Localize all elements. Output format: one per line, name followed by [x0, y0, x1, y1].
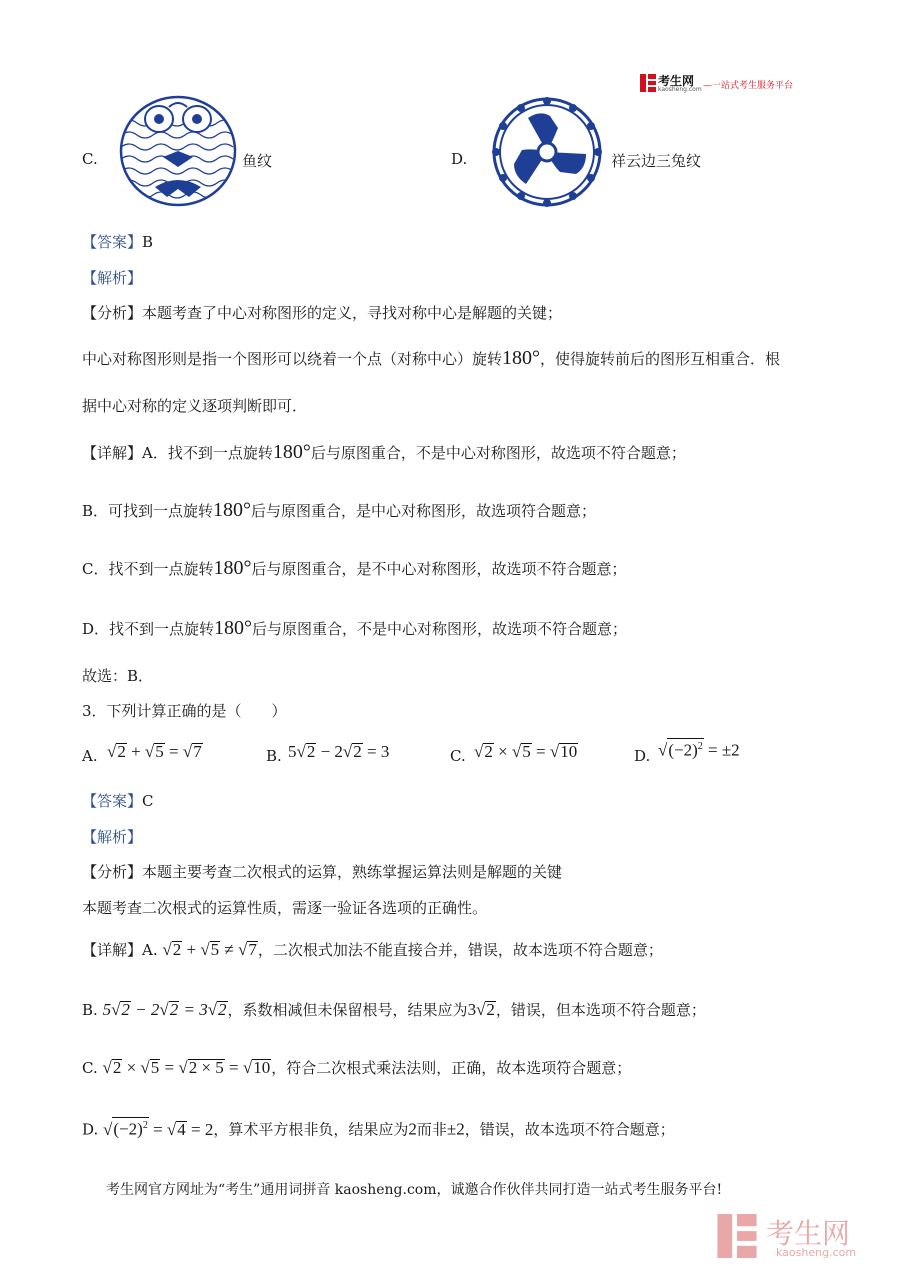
logo-subtext: kaosheng.com [658, 86, 702, 93]
q3-answer-value: C [142, 792, 154, 810]
option-d-caption: 祥云边三兔纹 [611, 152, 702, 170]
q2-conclusion: 故选：B． [82, 667, 154, 685]
q2-definition-line2: 据中心对称的定义逐项判断即可． [82, 397, 308, 415]
answer-label: 【答案】 [82, 233, 143, 251]
fenxi-text: 本题考查了中心对称图形的定义，寻找对称中心是解题的关键； [142, 304, 563, 322]
q3-stem: 3．下列计算正确的是（ ） [82, 702, 287, 720]
option-d-letter: D. [451, 150, 468, 168]
q3-options [82, 738, 782, 768]
q3-option-c-expr: √2 × √5 = √10 [474, 742, 578, 761]
q3-intro: 本题考查二次根式的运算性质，需逐一验证各选项的正确性。 [82, 899, 488, 917]
detail-label: 【详解】 [82, 444, 143, 462]
q2-fenxi [82, 303, 562, 323]
header-logo [640, 72, 810, 96]
kaosheng-logo-icon [640, 74, 656, 92]
q3-option-d-expr: $√(-2)^2 = \pm 2$ [658, 738, 740, 761]
q2-answer [82, 232, 153, 252]
q3-answer: 【答案】C [82, 792, 154, 810]
q2-detail-c: C．找不到一点旋转180°后与原图重合，是不中心对称图形，故选项不符合题意； [82, 557, 627, 579]
option-c-caption: 鱼纹 [242, 152, 273, 170]
q2-definition-line1: 中心对称图形则是指一个图形可以绕着一个点（对称中心）旋转180°，使得旋转前后的图形互相重合．根 [82, 347, 781, 369]
q3-detail-a: 【详解】A. √2 + √5 ≠ √7，二次根式加法不能直接合并，错误，故本选项不符合题意； [82, 940, 663, 959]
cloud-border-three-rabbits-image [488, 96, 606, 208]
q3-detail-b: B. 5√2 − 2√2 = 3√2，系数相减但未保留根号，结果应为3√2，错误，但本选项不符合题意； [82, 1000, 706, 1019]
q3-option-c-letter: C. [450, 747, 466, 765]
q3-detail-c-expr: √2 × √5 = √2 × 5 = √10 [102, 1058, 271, 1077]
q3-option-b-expr: 5√2 − 2√2 = 3 [288, 742, 390, 761]
q3-detail-a-expr: √2 + √5 ≠ √7 [162, 940, 257, 959]
q3-option-a-letter: A. [82, 747, 98, 765]
fenxi-label: 【分析】 [82, 304, 143, 322]
q3-analysis-label: 【解析】 [82, 828, 143, 846]
q3-detail-d: D. $√(-2)^2 = √4 = 2$，算术平方根非负，结果应为2而非±2，错误，故本选项不符合题意； [82, 1117, 675, 1140]
degree-value: 180° [502, 347, 541, 369]
watermark-url: kaosheng.com [776, 1246, 857, 1259]
q3-fenxi: 【分析】本题主要考查二次根式的运算，熟练掌握运算法则是解题的关键 [82, 863, 563, 881]
watermark-logo-icon [716, 1214, 758, 1258]
watermark-logo [716, 1212, 886, 1262]
q2-detail-a: 【详解】A．找不到一点旋转180°后与原图重合，不是中心对称图形，故选项不符合题意； [82, 441, 686, 463]
q3-option-a-expr: √2 + √5 = √7 [107, 742, 202, 761]
q2-analysis-label: 【解析】 [82, 269, 143, 287]
q3-detail-d-expr: $√(-2)^2 = √4 = 2$ [103, 1120, 213, 1139]
footer-text: 考生网官方网址为“考生”通用词拼音 kaosheng.com，诚邀合作伙伴共同打造一站式考生服务平台! [106, 1182, 723, 1198]
logo-text: 考生网 [658, 74, 695, 88]
q3-option-b-letter: B. [266, 747, 282, 765]
q3-detail-b-expr: 5√2 − 2√2 = 3√2 [102, 1000, 227, 1019]
answer-value: B [142, 233, 154, 251]
tagline: —一站式考生服务平台 [703, 81, 794, 91]
option-c-letter: C. [82, 150, 98, 168]
q3-option-d-letter: D. [634, 747, 651, 765]
watermark-text: 考生网 [766, 1217, 851, 1250]
fish-pattern-plate-image [119, 95, 237, 207]
q2-detail-b: B．可找到一点旋转180°后与原图重合，是中心对称图形，故选项符合题意； [82, 499, 597, 521]
q2-detail-d: D．找不到一点旋转180°后与原图重合，不是中心对称图形，故选项不符合题意； [82, 617, 628, 639]
q3-detail-c: C. √2 × √5 = √2 × 5 = √10，符合二次根式乘法法则，正确，故本选项符合题意； [82, 1058, 632, 1077]
